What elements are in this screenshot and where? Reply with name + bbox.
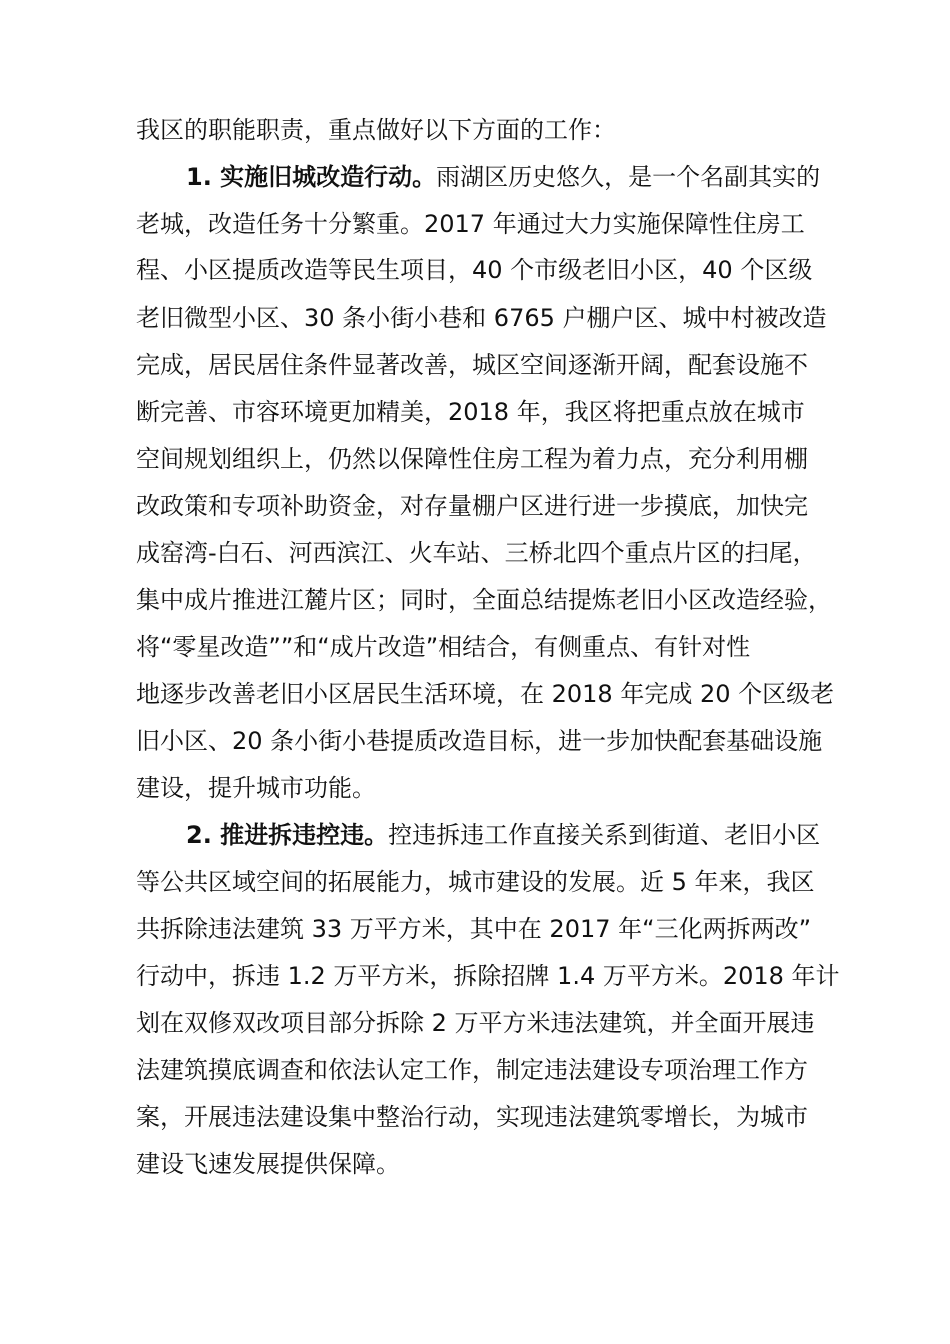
- text-line: 将“零星改造””和“成片改造”相结合，有侧重点、有针对性: [136, 633, 751, 661]
- text-line: 成窑湾-白石、河西滨江、火车站、三桥北四个重点片区的扫尾，: [136, 539, 817, 567]
- text-line: 改政策和专项补助资金，对存量棚户区进行进一步摸底，加快完: [136, 492, 808, 520]
- text-line: 法建筑摸底调查和依法认定工作，制定违法建设专项治理工作方: [136, 1056, 808, 1084]
- text-line: 旧小区、20 条小街小巷提质改造目标，进一步加快配套基础设施: [136, 727, 823, 755]
- text-line: 建设飞速发展提供保障。: [136, 1150, 400, 1178]
- text-line: 地逐步改善老旧小区居民生活环境，在 2018 年完成 20 个区级老: [136, 680, 835, 708]
- text-line: 老城，改造任务十分繁重。2017 年通过大力实施保障性住房工: [136, 210, 805, 238]
- text-line: 行动中，拆违 1.2 万平方米，拆除招牌 1.4 万平方米。2018 年计: [136, 962, 840, 990]
- text-line: 建设，提升城市功能。: [136, 774, 376, 802]
- section-1-lead: 雨湖区历史悠久，是一个名副其实的: [436, 163, 821, 191]
- text-line: 等公共区域空间的拓展能力，城市建设的发展。近 5 年来，我区: [136, 868, 815, 896]
- text-line: 共拆除违法建筑 33 万平方米，其中在 2017 年“三化两拆两改”: [136, 915, 811, 943]
- text-line: 划在双修双改项目部分拆除 2 万平方米违法建筑，并全面开展违: [136, 1009, 815, 1037]
- section-2-heading: 2. 推进拆违控违。: [186, 821, 389, 849]
- section-2-lead: 控违拆违工作直接关系到街道、老旧小区: [388, 821, 821, 849]
- text-line: 断完善、市容环境更加精美，2018 年，我区将把重点放在城市: [136, 398, 805, 426]
- text-line: 完成，居民居住条件显著改善，城区空间逐渐开阔，配套设施不: [136, 351, 808, 379]
- text-line: 集中成片推进江麓片区；同时，全面总结提炼老旧小区改造经验，: [136, 586, 832, 614]
- text-line: 我区的职能职责，重点做好以下方面的工作：: [136, 116, 616, 144]
- section-1-heading: 1. 实施旧城改造行动。: [186, 163, 437, 191]
- section-2-first-line: [186, 815, 820, 855]
- text-line: 案，开展违法建设集中整治行动，实现违法建筑零增长，为城市: [136, 1103, 808, 1131]
- text-line: 空间规划组织上，仍然以保障性住房工程为着力点，充分利用棚: [136, 445, 808, 473]
- text-line: 程、小区提质改造等民生项目，40 个市级老旧小区，40 个区级: [136, 256, 813, 284]
- section-1-first-line: [186, 157, 820, 197]
- text-line: 老旧微型小区、30 条小街小巷和 6765 户棚户区、城中村被改造: [136, 304, 827, 332]
